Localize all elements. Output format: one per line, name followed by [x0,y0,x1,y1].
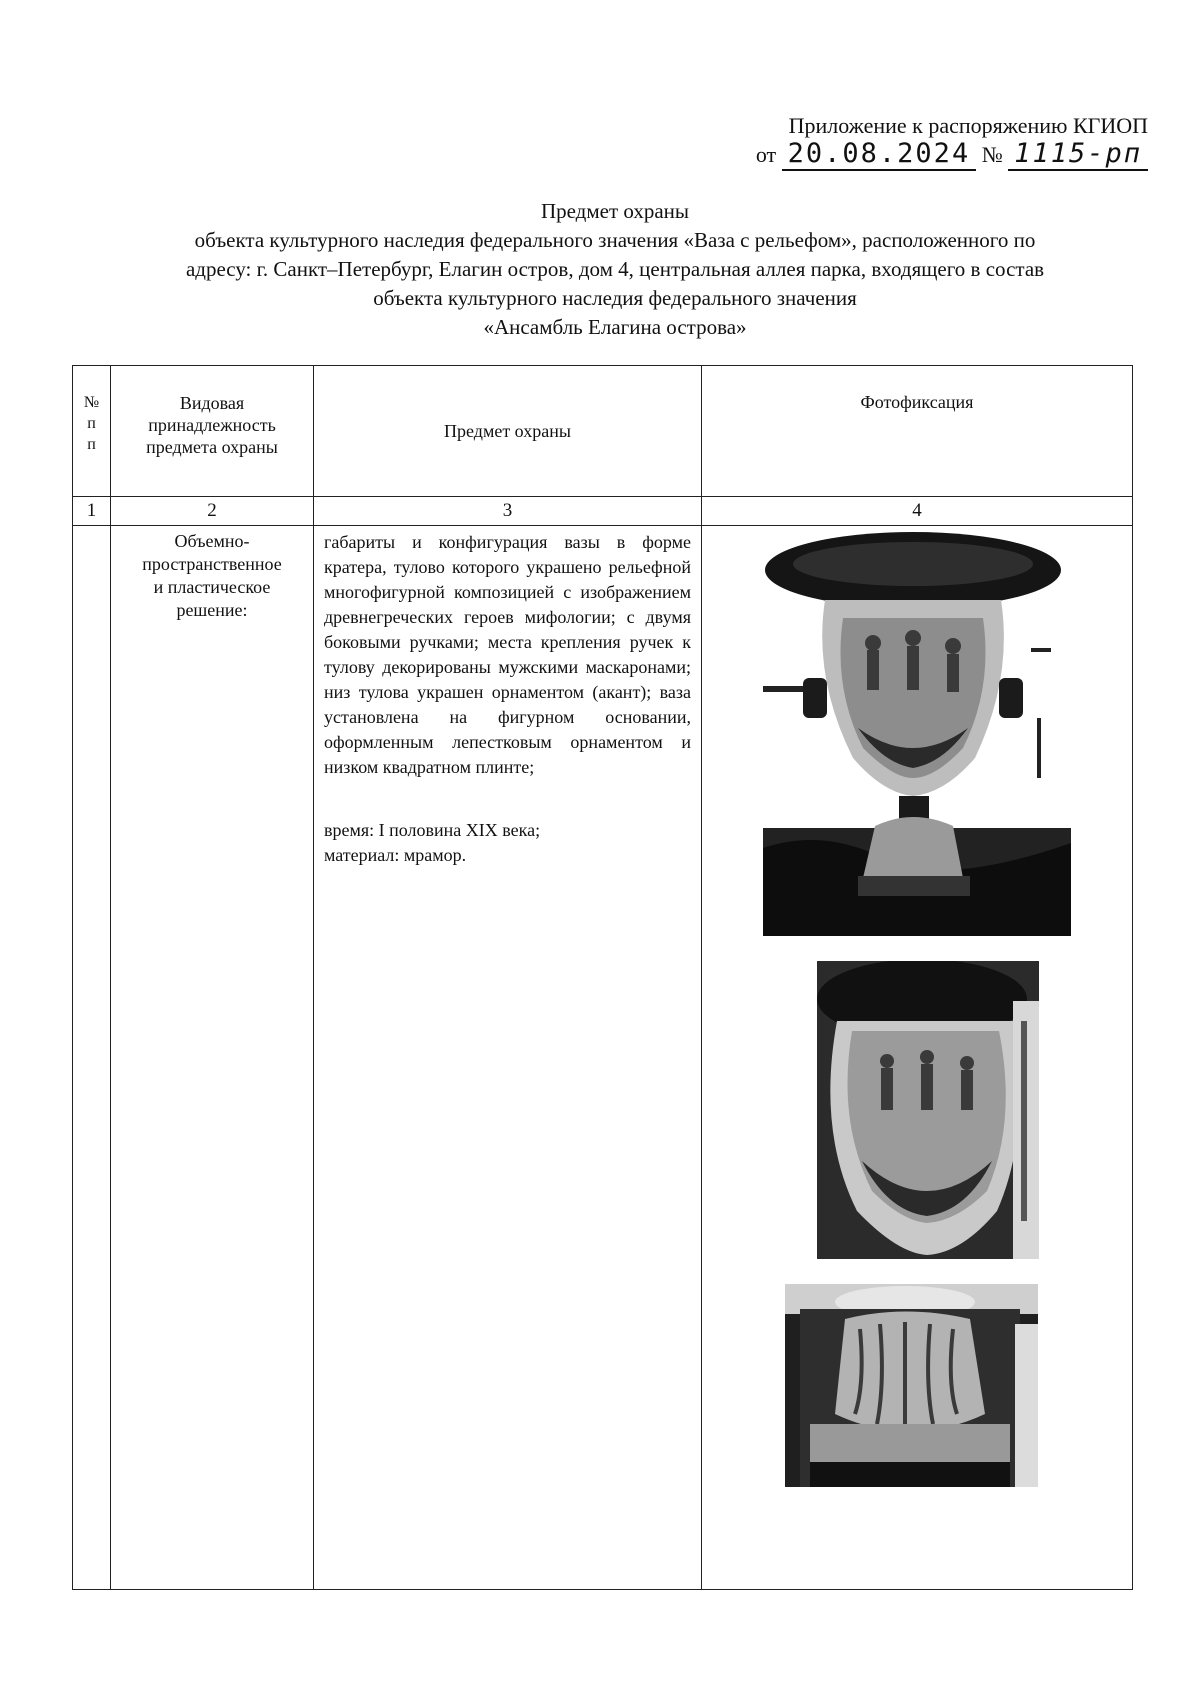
table-header-row [73,366,1133,497]
column-number-row [73,497,1133,526]
protection-subject-table [72,365,1133,1590]
column-number: 1 [73,497,111,526]
pedestal-photo [785,1284,1038,1487]
row-number-cell [73,526,111,1590]
date-prefix: от [755,142,777,167]
heading-line-1: объекта культурного наследия федерального значения «Ваза с рельефом», расположенного по [194,228,1036,252]
header-subject: Предмет охраны [314,366,702,497]
vase-photo-full [763,528,1071,936]
number-prefix: № [981,142,1003,167]
time-text: время: I половина XIX века; [324,820,541,840]
material-text: материал: мрамор. [324,845,467,865]
header-photo: Фотофиксация [702,366,1133,497]
handwritten-number: 1115-рп [1008,138,1148,171]
column-number: 2 [111,497,314,526]
vase-photo-detail [817,961,1039,1259]
attachment-header [756,112,1148,169]
heading-line-4: «Ансамбль Елагина острова» [483,315,747,339]
document-title: Предмет охраны [540,199,690,223]
table-row [73,526,1133,1590]
attachment-date-line [756,140,1148,169]
attachment-line: Приложение к распоряжению КГИОП [788,113,1148,138]
heading-line-3: объекта культурного наследия федерального значения [373,286,857,310]
heading-line-2: адресу: г. Санкт–Петербург, Елагин остров, дом 4, центральная аллея парка, входящего в состав [185,257,1045,281]
header-kind: Видовая принадлежность предмета охраны [111,366,314,497]
handwritten-date: 20.08.2024 [782,138,977,171]
header-number: № п п [73,366,111,497]
document-heading [90,197,1140,342]
photo-cell [702,526,1133,1590]
column-number: 4 [702,497,1133,526]
description-cell [314,526,702,1590]
description-text: габариты и конфигурация вазы в форме кратера, тулово которого украшено рельефной многофигурной композицией с изображением древнегреческих героев мифологии; с двумя боковыми ручками; места крепления ручек к тулову декорированы мужскими маскаронами; низ тулова украшен орнаментом (акант); ваза установлена на фигурном основании, оформленным лепестковым орнаментом и низком квадратном плинте; [324,532,691,777]
kind-cell: Объемно- пространственное и пластическое решение: [111,526,314,1590]
column-number: 3 [314,497,702,526]
